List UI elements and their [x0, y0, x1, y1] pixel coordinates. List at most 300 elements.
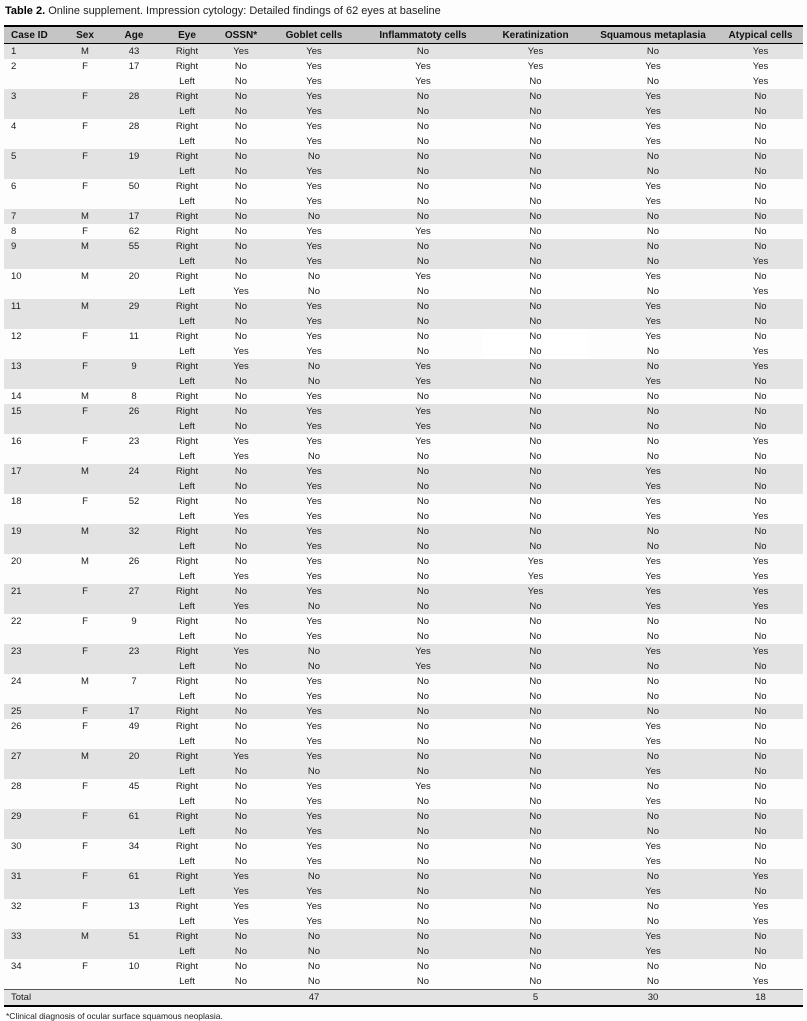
case-id-cell: [4, 419, 59, 434]
table-header: [4, 26, 803, 44]
case-id-cell: [4, 599, 59, 614]
value-cell: No: [483, 104, 588, 119]
value-cell: No: [529, 841, 542, 852]
case-id-cell: 34: [11, 961, 22, 972]
value-cell: [59, 689, 111, 704]
value-cell: No: [529, 796, 542, 807]
value-cell: No: [416, 346, 430, 357]
value-cell: [111, 194, 157, 209]
value-cell: No: [754, 451, 767, 462]
value-cell: No: [234, 121, 248, 132]
value-cell: Right: [175, 436, 199, 447]
value-cell: No: [416, 631, 430, 642]
value-cell: No: [234, 271, 248, 282]
value-cell: No: [416, 181, 430, 192]
value-cell: Yes: [217, 884, 265, 899]
table-row: [4, 59, 803, 74]
column-header-squamous-metaplasia: Squamous metaplasia: [588, 26, 718, 44]
value-cell: F: [59, 149, 111, 164]
case-id-cell: 16: [11, 436, 22, 447]
case-id-cell: [4, 254, 59, 269]
case-id-cell: 14: [11, 391, 22, 402]
value-cell: 9: [111, 359, 157, 374]
case-id-cell: 22: [11, 616, 22, 627]
value-cell: Yes: [718, 644, 803, 659]
table-row: [4, 134, 803, 149]
value-cell: No: [234, 691, 248, 702]
value-cell: No: [483, 344, 588, 359]
value-cell: No: [529, 901, 542, 912]
value-cell: Yes: [306, 571, 322, 582]
case-id-cell: 33: [4, 929, 59, 944]
value-cell: [111, 284, 157, 299]
table-row: [4, 929, 803, 944]
value-cell: No: [754, 961, 767, 972]
table-row: [4, 749, 803, 764]
value-cell: [111, 104, 157, 119]
value-cell: Yes: [265, 419, 363, 434]
value-cell: No: [416, 856, 430, 867]
value-cell: Yes: [217, 644, 265, 659]
value-cell: Yes: [306, 121, 322, 132]
case-id-cell: 17: [4, 464, 59, 479]
value-cell: No: [646, 916, 660, 927]
value-cell: [59, 134, 111, 149]
case-id-cell: 27: [4, 749, 59, 764]
value-cell: Right: [157, 89, 217, 104]
value-cell: No: [646, 961, 660, 972]
table-row: [4, 944, 803, 959]
value-cell: F: [82, 121, 88, 132]
value-cell: Yes: [265, 89, 363, 104]
value-cell: No: [646, 451, 660, 462]
value-cell: No: [416, 916, 430, 927]
value-cell: No: [234, 496, 248, 507]
value-cell: Right: [175, 556, 199, 567]
value-cell: No: [217, 539, 265, 554]
value-cell: 29: [111, 299, 157, 314]
value-cell: No: [363, 149, 483, 164]
value-cell: No: [363, 239, 483, 254]
value-cell: Left: [157, 884, 217, 899]
value-cell: [111, 854, 157, 869]
value-cell: No: [416, 961, 430, 972]
table-row: [4, 374, 803, 389]
value-cell: No: [718, 209, 803, 224]
value-cell: Yes: [233, 286, 249, 297]
value-cell: No: [646, 901, 660, 912]
value-cell: No: [363, 104, 483, 119]
value-cell: Yes: [483, 44, 588, 60]
value-cell: No: [265, 374, 363, 389]
value-cell: 52: [128, 496, 140, 507]
value-cell: No: [217, 479, 265, 494]
value-cell: F: [82, 721, 88, 732]
value-cell: F: [82, 781, 88, 792]
value-cell: Yes: [265, 239, 363, 254]
value-cell: Yes: [645, 61, 661, 72]
case-id-cell: 25: [4, 704, 59, 719]
value-cell: No: [265, 599, 363, 614]
value-cell: No: [234, 331, 248, 342]
table-body: [4, 44, 803, 990]
value-cell: No: [754, 331, 767, 342]
value-cell: 28: [111, 89, 157, 104]
value-cell: No: [265, 209, 363, 224]
value-cell: Yes: [265, 104, 363, 119]
table-row: [4, 719, 803, 734]
value-cell: M: [59, 929, 111, 944]
value-cell: No: [718, 764, 803, 779]
value-cell: 27: [111, 584, 157, 599]
value-cell: 8: [131, 391, 137, 402]
value-cell: F: [82, 436, 88, 447]
value-cell: Left: [157, 374, 217, 389]
value-cell: No: [483, 209, 588, 224]
value-cell: Right: [157, 239, 217, 254]
value-cell: Yes: [306, 181, 322, 192]
value-cell: No: [483, 944, 588, 959]
value-cell: No: [234, 781, 248, 792]
value-cell: Yes: [588, 104, 718, 119]
value-cell: No: [483, 89, 588, 104]
value-cell: 24: [111, 464, 157, 479]
value-cell: No: [483, 704, 588, 719]
value-cell: [111, 884, 157, 899]
header-row: [4, 26, 803, 44]
value-cell: No: [646, 346, 660, 357]
value-cell: Yes: [527, 61, 544, 72]
value-cell: F: [59, 809, 111, 824]
case-id-cell: [4, 689, 59, 704]
value-cell: F: [59, 584, 111, 599]
value-cell: Yes: [752, 571, 769, 582]
value-cell: Yes: [415, 271, 431, 282]
value-cell: Yes: [217, 359, 265, 374]
case-id-cell: 13: [4, 359, 59, 374]
value-cell: No: [416, 616, 430, 627]
value-cell: 7: [131, 676, 137, 687]
value-cell: Yes: [306, 841, 322, 852]
value-cell: [111, 689, 157, 704]
value-cell: No: [529, 436, 542, 447]
value-cell: No: [234, 196, 248, 207]
value-cell: No: [217, 764, 265, 779]
value-cell: [59, 569, 111, 584]
value-cell: No: [754, 196, 767, 207]
value-cell: [111, 824, 157, 839]
value-cell: No: [588, 149, 718, 164]
value-cell: No: [754, 736, 767, 747]
value-cell: No: [718, 374, 803, 389]
value-cell: No: [718, 404, 803, 419]
value-cell: Yes: [306, 331, 322, 342]
value-cell: Left: [179, 796, 195, 807]
value-cell: Yes: [588, 299, 718, 314]
table-row: [4, 464, 803, 479]
value-cell: Right: [157, 209, 217, 224]
value-cell: Yes: [306, 76, 322, 87]
value-cell: Left: [179, 196, 195, 207]
value-cell: M: [59, 299, 111, 314]
column-header-sex: Sex: [59, 26, 111, 44]
value-cell: Yes: [265, 44, 363, 60]
value-cell: [59, 764, 111, 779]
column-header-inflammatory-cells: Inflammatoty cells: [363, 26, 483, 44]
case-id-cell: 19: [4, 524, 59, 539]
value-cell: Right: [175, 841, 199, 852]
value-cell: Yes: [588, 89, 718, 104]
value-cell: Yes: [718, 254, 803, 269]
value-cell: 28: [128, 121, 140, 132]
value-cell: No: [646, 286, 660, 297]
case-id-cell: [4, 284, 59, 299]
value-cell: [111, 419, 157, 434]
value-cell: No: [483, 149, 588, 164]
value-cell: No: [234, 631, 248, 642]
value-cell: Yes: [718, 869, 803, 884]
value-cell: No: [363, 539, 483, 554]
value-cell: No: [234, 976, 248, 987]
value-cell: Yes: [265, 809, 363, 824]
value-cell: Right: [157, 749, 217, 764]
value-cell: No: [718, 944, 803, 959]
value-cell: No: [483, 299, 588, 314]
table-row: [4, 764, 803, 779]
value-cell: No: [646, 436, 660, 447]
value-cell: No: [483, 884, 588, 899]
value-cell: No: [217, 584, 265, 599]
value-cell: Yes: [306, 496, 322, 507]
table-row: [4, 839, 803, 854]
value-cell: No: [718, 524, 803, 539]
value-cell: Yes: [415, 61, 431, 72]
case-id-cell: [4, 539, 59, 554]
value-cell: Yes: [527, 571, 544, 582]
table-row: [4, 284, 803, 299]
table-row: [4, 224, 803, 239]
value-cell: F: [82, 901, 88, 912]
table-row: [4, 569, 803, 584]
value-cell: Right: [157, 149, 217, 164]
value-cell: Yes: [588, 314, 718, 329]
value-cell: Left: [179, 136, 195, 147]
value-cell: [111, 944, 157, 959]
value-cell: No: [529, 691, 542, 702]
value-cell: No: [483, 464, 588, 479]
value-cell: Right: [157, 704, 217, 719]
case-id-cell: [4, 794, 59, 809]
value-cell: No: [416, 796, 430, 807]
value-cell: No: [234, 226, 248, 237]
value-cell: F: [82, 616, 88, 627]
value-cell: [111, 74, 157, 89]
case-id-cell: [4, 944, 59, 959]
case-id-cell: 32: [11, 901, 22, 912]
value-cell: 61: [111, 869, 157, 884]
value-cell: No: [234, 61, 248, 72]
value-cell: [111, 254, 157, 269]
value-cell: Right: [157, 299, 217, 314]
value-cell: Yes: [645, 841, 661, 852]
value-cell: Yes: [233, 436, 249, 447]
table-row: [4, 164, 803, 179]
table-row: [4, 269, 803, 284]
case-id-cell: [4, 314, 59, 329]
column-header-eye: Eye: [157, 26, 217, 44]
table-row: [4, 914, 803, 929]
value-cell: [59, 539, 111, 554]
case-id-cell: [4, 854, 59, 869]
value-cell: No: [234, 736, 248, 747]
value-cell: No: [483, 524, 588, 539]
value-cell: Yes: [306, 856, 322, 867]
case-id-cell: [4, 344, 59, 359]
value-cell: No: [363, 749, 483, 764]
value-cell: Yes: [415, 76, 431, 87]
value-cell: No: [307, 286, 321, 297]
value-cell: No: [529, 721, 542, 732]
table-row: [4, 509, 803, 524]
value-cell: [111, 599, 157, 614]
table-row: [4, 239, 803, 254]
table-row: [4, 629, 803, 644]
value-cell: Yes: [265, 749, 363, 764]
value-cell: No: [646, 676, 660, 687]
value-cell: No: [754, 856, 767, 867]
value-cell: Yes: [588, 764, 718, 779]
value-cell: Yes: [527, 556, 544, 567]
value-cell: Yes: [588, 929, 718, 944]
case-id-cell: [4, 914, 59, 929]
value-cell: No: [234, 181, 248, 192]
value-cell: M: [59, 209, 111, 224]
case-id-cell: 7: [4, 209, 59, 224]
value-cell: Yes: [645, 271, 661, 282]
table-row: [4, 479, 803, 494]
value-cell: Yes: [306, 631, 322, 642]
value-cell: No: [363, 254, 483, 269]
value-cell: Right: [157, 644, 217, 659]
table-row: [4, 44, 803, 60]
value-cell: No: [754, 391, 767, 402]
value-cell: Right: [175, 331, 199, 342]
value-cell: No: [483, 419, 588, 434]
value-cell: No: [483, 929, 588, 944]
case-id-cell: 31: [4, 869, 59, 884]
value-cell: No: [217, 299, 265, 314]
value-cell: No: [217, 944, 265, 959]
value-cell: No: [483, 764, 588, 779]
value-cell: Yes: [718, 599, 803, 614]
value-cell: Yes: [483, 584, 588, 599]
value-cell: Yes: [752, 76, 769, 87]
value-cell: No: [646, 631, 660, 642]
case-id-cell: [4, 659, 59, 674]
value-cell: No: [588, 539, 718, 554]
table-row: [4, 974, 803, 990]
value-cell: No: [416, 676, 430, 687]
value-cell: No: [483, 239, 588, 254]
value-cell: F: [82, 181, 88, 192]
case-id-cell: 5: [4, 149, 59, 164]
value-cell: No: [416, 121, 430, 132]
value-cell: M: [81, 271, 89, 282]
value-cell: No: [416, 721, 430, 732]
value-cell: Yes: [306, 511, 322, 522]
value-cell: 34: [128, 841, 140, 852]
value-cell: Yes: [306, 736, 322, 747]
case-id-cell: [4, 74, 59, 89]
value-cell: No: [588, 254, 718, 269]
value-cell: [111, 914, 157, 929]
total-sex: [59, 990, 111, 1007]
value-cell: Yes: [363, 374, 483, 389]
value-cell: No: [588, 44, 718, 60]
value-cell: No: [718, 824, 803, 839]
value-cell: No: [234, 556, 248, 567]
value-cell: 9: [131, 616, 137, 627]
case-id-cell: [4, 194, 59, 209]
value-cell: No: [307, 976, 321, 987]
value-cell: No: [265, 929, 363, 944]
value-cell: Yes: [645, 331, 661, 342]
value-cell: 17: [111, 704, 157, 719]
value-cell: No: [646, 226, 660, 237]
column-header-age: Age: [111, 26, 157, 44]
value-cell: F: [59, 704, 111, 719]
value-cell: Yes: [306, 616, 322, 627]
value-cell: No: [234, 136, 248, 147]
value-cell: F: [59, 359, 111, 374]
value-cell: Right: [175, 616, 199, 627]
value-cell: No: [646, 616, 660, 627]
value-cell: No: [718, 149, 803, 164]
value-cell: F: [59, 404, 111, 419]
value-cell: Left: [179, 916, 195, 927]
value-cell: Yes: [752, 286, 769, 297]
value-cell: No: [363, 884, 483, 899]
value-cell: Yes: [645, 736, 661, 747]
case-id-cell: 12: [11, 331, 22, 342]
value-cell: [59, 284, 111, 299]
value-cell: [111, 974, 157, 990]
value-cell: [59, 974, 111, 990]
value-cell: No: [718, 539, 803, 554]
value-cell: Yes: [217, 869, 265, 884]
case-id-cell: 15: [4, 404, 59, 419]
value-cell: No: [363, 929, 483, 944]
value-cell: No: [483, 824, 588, 839]
value-cell: F: [82, 226, 88, 237]
table-row: [4, 359, 803, 374]
value-cell: No: [588, 164, 718, 179]
value-cell: No: [363, 89, 483, 104]
column-header-ossn: OSSN*: [217, 26, 265, 44]
value-cell: No: [265, 764, 363, 779]
value-cell: No: [754, 841, 767, 852]
value-cell: No: [529, 286, 542, 297]
value-cell: No: [265, 944, 363, 959]
value-cell: No: [529, 196, 542, 207]
value-cell: Right: [175, 781, 199, 792]
value-cell: Yes: [306, 781, 322, 792]
value-cell: Yes: [217, 749, 265, 764]
table-footnote: *Clinical diagnosis of ocular surface squamous neoplasia.: [6, 1011, 223, 1021]
value-cell: Yes: [265, 704, 363, 719]
value-cell: F: [59, 644, 111, 659]
value-cell: No: [529, 451, 542, 462]
